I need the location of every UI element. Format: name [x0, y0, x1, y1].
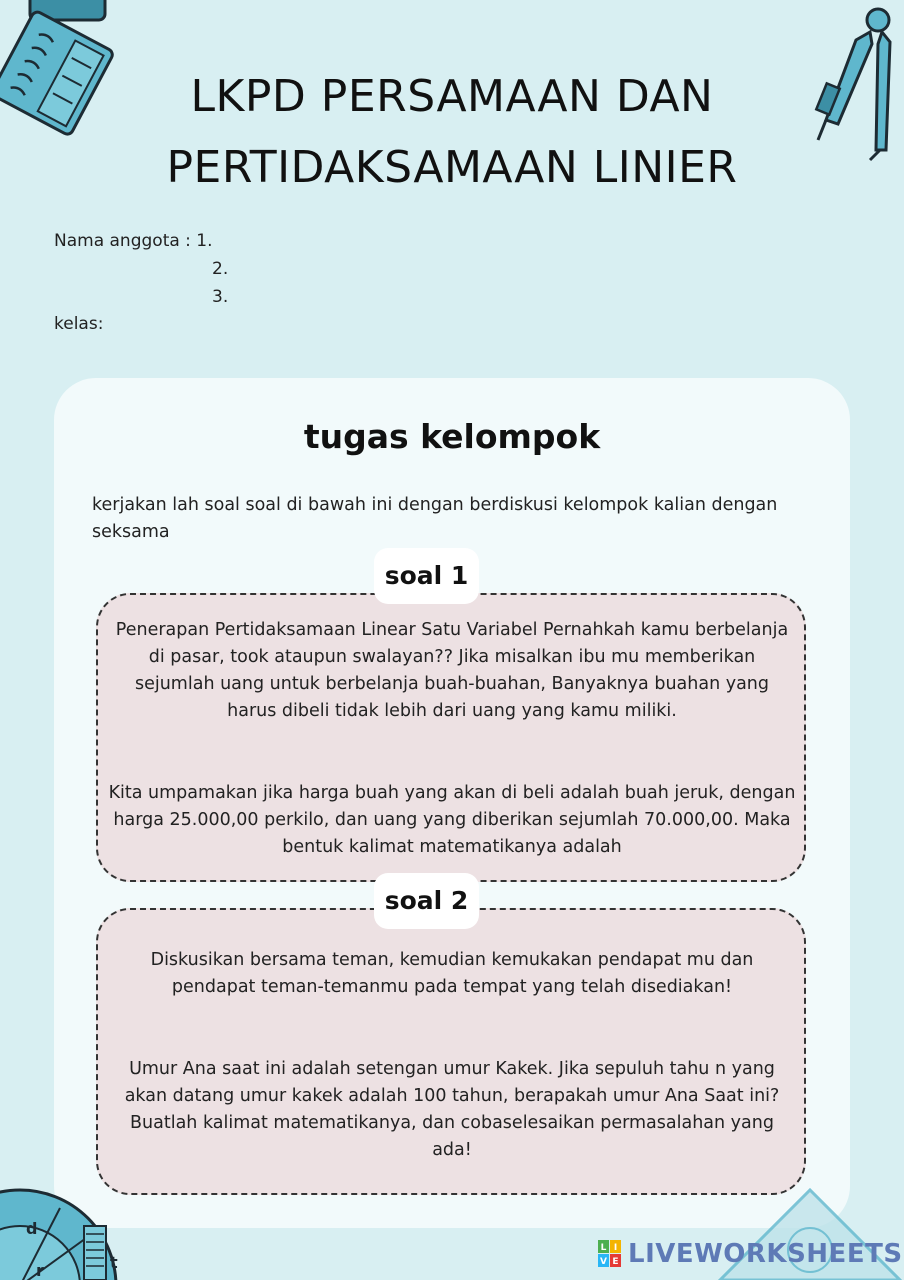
- card-title: tugas kelompok: [303, 417, 601, 456]
- logo-letter-l: L: [600, 1243, 607, 1253]
- page-title-line2: PERTIDAKSAMAAN LINIER: [166, 142, 738, 193]
- page-title-line1: LKPD PERSAMAAN DAN: [190, 71, 714, 122]
- liveworksheets-text: LIVEWORKSHEETS: [628, 1239, 903, 1269]
- logo-letter-e: E: [612, 1257, 619, 1267]
- protractor-letter-t: t: [110, 1253, 118, 1272]
- question-2-paragraph-1: Diskusikan bersama teman, kemudian kemukakan pendapat mu dan pendapat teman-temanmu pada tempat yang telah disediakan!: [150, 950, 754, 997]
- logo-letter-v: V: [600, 1257, 607, 1267]
- member-number-2: 2.: [212, 259, 229, 279]
- instruction-text: kerjakan lah soal soal di bawah ini dengan berdiskusi kelompok kalian dengan seksama: [92, 495, 778, 542]
- liveworksheets-logo: [598, 1236, 903, 1272]
- liveworksheets-mark-icon: [598, 1240, 622, 1268]
- logo-letter-i: I: [613, 1243, 618, 1253]
- question-1-label: soal 1: [374, 548, 479, 604]
- protractor-icon: [0, 1168, 130, 1280]
- protractor-letter-d: d: [26, 1219, 38, 1238]
- member-names-label: Nama anggota : 1.: [54, 231, 213, 251]
- question-2-label: soal 2: [374, 873, 479, 929]
- question-1-paragraph-2: Kita umpamakan jika harga buah yang akan di beli adalah buah jeruk, dengan harga 25.000,00 perkilo, dan uang yang diberikan sejumlah 70.000,00. Maka bentuk kalimat matematikanya adalah: [108, 783, 796, 857]
- member-number-3: 3.: [212, 287, 229, 307]
- protractor-letter-r: r: [36, 1261, 44, 1280]
- question-1-paragraph-1: Penerapan Pertidaksamaan Linear Satu Variabel Pernahkah kamu berbelanja di pasar, took ataupun swalayan?? Jika misalkan ibu mu memberikan sejumlah uang untuk berbelanja buah-buahan, Banyaknya buahan yang harus dibeli tidak lebih dari uang yang kamu miliki.: [115, 620, 789, 721]
- class-label: kelas:: [54, 314, 104, 334]
- question-2-paragraph-2: Umur Ana saat ini adalah setengan umur Kakek. Jika sepuluh tahu n yang akan datang umur kakek adalah 100 tahun, berapakah umur Ana Saat ini? Buatlah kalimat matematikanya, dan cobaselesaikan permasalahan yang ada!: [124, 1059, 780, 1160]
